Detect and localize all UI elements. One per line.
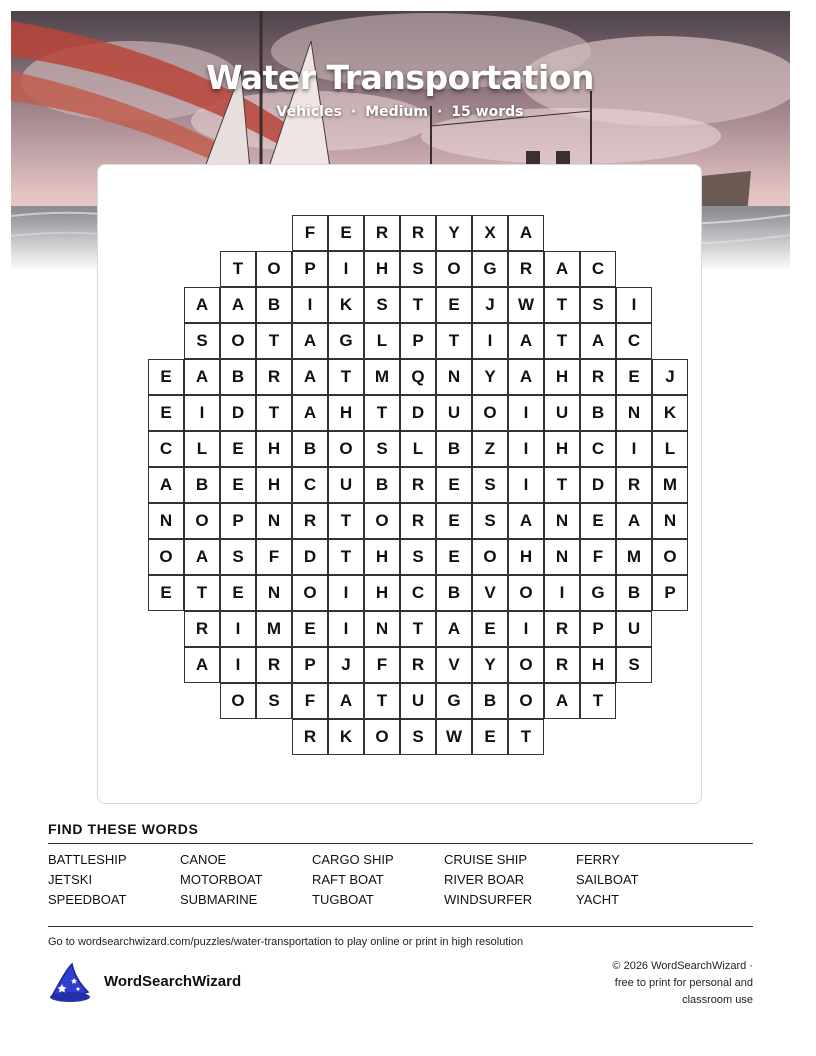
grid-cell: C bbox=[580, 251, 616, 287]
grid-cell: T bbox=[328, 359, 364, 395]
grid-cell: S bbox=[364, 431, 400, 467]
word-item: JETSKI bbox=[48, 872, 93, 887]
grid-cell: O bbox=[364, 719, 400, 755]
grid-cell: N bbox=[544, 503, 580, 539]
separator: · bbox=[350, 104, 357, 120]
grid-cell: A bbox=[292, 323, 328, 359]
grid-cell: E bbox=[616, 359, 652, 395]
grid-cell: S bbox=[580, 287, 616, 323]
grid-cell: G bbox=[580, 575, 616, 611]
brand-name: WordSearchWizard bbox=[104, 973, 242, 990]
grid-cell: A bbox=[508, 503, 544, 539]
word-count-label: 15 words bbox=[451, 104, 524, 120]
grid-cell: S bbox=[220, 539, 256, 575]
grid-cell: I bbox=[328, 251, 364, 287]
grid-cell: A bbox=[544, 683, 580, 719]
grid-cell: S bbox=[184, 323, 220, 359]
grid-cell: T bbox=[580, 683, 616, 719]
grid-cell: A bbox=[544, 251, 580, 287]
grid-cell: K bbox=[328, 719, 364, 755]
grid-cell: A bbox=[292, 359, 328, 395]
grid-cell: H bbox=[328, 395, 364, 431]
grid-cell: M bbox=[652, 467, 688, 503]
grid-cell: R bbox=[256, 359, 292, 395]
grid-cell: I bbox=[220, 647, 256, 683]
word-item: RAFT BOAT bbox=[312, 872, 384, 887]
grid-cell: J bbox=[472, 287, 508, 323]
grid-cell: R bbox=[400, 215, 436, 251]
grid-cell: O bbox=[472, 539, 508, 575]
copyright-notice bbox=[573, 958, 753, 1009]
grid-cell: E bbox=[148, 575, 184, 611]
grid-cell: X bbox=[472, 215, 508, 251]
grid-cell: O bbox=[364, 503, 400, 539]
grid-cell: O bbox=[508, 575, 544, 611]
grid-cell: Y bbox=[472, 359, 508, 395]
grid-cell: R bbox=[400, 503, 436, 539]
grid-cell: B bbox=[436, 431, 472, 467]
grid-cell: S bbox=[364, 287, 400, 323]
grid-cell: B bbox=[436, 575, 472, 611]
grid-cell: A bbox=[508, 323, 544, 359]
grid-cell: B bbox=[256, 287, 292, 323]
word-item: TUGBOAT bbox=[312, 892, 374, 907]
grid-cell: A bbox=[436, 611, 472, 647]
grid-cell: N bbox=[436, 359, 472, 395]
grid-cell: A bbox=[580, 323, 616, 359]
grid-cell: K bbox=[652, 395, 688, 431]
grid-cell: U bbox=[616, 611, 652, 647]
grid-cell: B bbox=[364, 467, 400, 503]
copyright-line: classroom use bbox=[682, 994, 753, 1006]
grid-cell: H bbox=[364, 575, 400, 611]
grid-cell: M bbox=[256, 611, 292, 647]
grid-cell: F bbox=[364, 647, 400, 683]
category-label: Vehicles bbox=[276, 104, 342, 120]
grid-cell: R bbox=[184, 611, 220, 647]
grid-cell: N bbox=[652, 503, 688, 539]
grid-cell: P bbox=[652, 575, 688, 611]
grid-cell: E bbox=[148, 359, 184, 395]
footer-link-text: Go to wordsearchwizard.com/puzzles/water-transportation to play online or print in high resolution bbox=[48, 936, 524, 948]
grid-cell: T bbox=[400, 287, 436, 323]
grid-cell: S bbox=[400, 539, 436, 575]
grid-cell: S bbox=[472, 467, 508, 503]
grid-cell: A bbox=[184, 287, 220, 323]
wizard-hat-icon bbox=[46, 962, 92, 1004]
grid-cell: L bbox=[652, 431, 688, 467]
grid-cell: L bbox=[364, 323, 400, 359]
divider bbox=[48, 843, 753, 844]
grid-cell: R bbox=[292, 719, 328, 755]
grid-cell: P bbox=[292, 647, 328, 683]
grid-cell: I bbox=[328, 611, 364, 647]
grid-cell: F bbox=[292, 683, 328, 719]
grid-cell: F bbox=[580, 539, 616, 575]
grid-cell: E bbox=[292, 611, 328, 647]
grid-cell: R bbox=[364, 215, 400, 251]
grid-cell: O bbox=[148, 539, 184, 575]
grid-cell: N bbox=[364, 611, 400, 647]
grid-cell: U bbox=[544, 395, 580, 431]
grid-cell: G bbox=[328, 323, 364, 359]
grid-cell: T bbox=[364, 395, 400, 431]
grid-cell: K bbox=[328, 287, 364, 323]
grid-cell: Z bbox=[472, 431, 508, 467]
grid-cell: F bbox=[292, 215, 328, 251]
word-item: CANOE bbox=[180, 852, 227, 867]
grid-cell: B bbox=[184, 467, 220, 503]
grid-cell: I bbox=[508, 467, 544, 503]
grid-cell: N bbox=[544, 539, 580, 575]
grid-cell: O bbox=[436, 251, 472, 287]
grid-cell: O bbox=[328, 431, 364, 467]
difficulty-label: Medium bbox=[365, 104, 428, 120]
grid-cell: R bbox=[400, 467, 436, 503]
grid-cell: R bbox=[508, 251, 544, 287]
separator: · bbox=[436, 104, 443, 120]
grid-cell: S bbox=[616, 647, 652, 683]
grid-cell: A bbox=[184, 539, 220, 575]
page-title: Water Transportation bbox=[206, 58, 594, 97]
grid-cell: O bbox=[508, 647, 544, 683]
grid-cell: H bbox=[544, 431, 580, 467]
grid-cell: O bbox=[508, 683, 544, 719]
grid-cell: H bbox=[256, 431, 292, 467]
grid-cell: T bbox=[544, 323, 580, 359]
puzzle-card bbox=[97, 164, 702, 804]
grid-cell: R bbox=[616, 467, 652, 503]
grid-cell: O bbox=[292, 575, 328, 611]
grid-cell: R bbox=[544, 647, 580, 683]
grid-cell: P bbox=[580, 611, 616, 647]
grid-cell: T bbox=[436, 323, 472, 359]
grid-cell: A bbox=[616, 503, 652, 539]
copyright-line: free to print for personal and bbox=[614, 977, 753, 989]
grid-cell: Q bbox=[400, 359, 436, 395]
word-item: FERRY bbox=[576, 852, 620, 867]
grid-cell: I bbox=[328, 575, 364, 611]
copyright-line: © 2026 WordSearchWizard · bbox=[612, 960, 753, 972]
grid-cell: C bbox=[148, 431, 184, 467]
grid-cell: P bbox=[400, 323, 436, 359]
grid-cell: O bbox=[256, 251, 292, 287]
grid-cell: M bbox=[616, 539, 652, 575]
grid-cell: I bbox=[508, 611, 544, 647]
word-item: YACHT bbox=[576, 892, 620, 907]
grid-cell: U bbox=[328, 467, 364, 503]
grid-cell: I bbox=[616, 287, 652, 323]
grid-cell: S bbox=[256, 683, 292, 719]
grid-cell: A bbox=[148, 467, 184, 503]
grid-cell: T bbox=[220, 251, 256, 287]
grid-cell: I bbox=[508, 395, 544, 431]
grid-cell: I bbox=[184, 395, 220, 431]
grid-cell: O bbox=[220, 683, 256, 719]
grid-cell: E bbox=[148, 395, 184, 431]
word-item: CARGO SHIP bbox=[312, 852, 394, 867]
grid-cell: P bbox=[292, 251, 328, 287]
grid-cell: R bbox=[292, 503, 328, 539]
grid-cell: A bbox=[292, 395, 328, 431]
grid-cell: C bbox=[292, 467, 328, 503]
grid-cell: N bbox=[616, 395, 652, 431]
grid-cell: W bbox=[508, 287, 544, 323]
grid-cell: G bbox=[472, 251, 508, 287]
grid-cell: M bbox=[364, 359, 400, 395]
grid-cell: T bbox=[184, 575, 220, 611]
grid-cell: O bbox=[652, 539, 688, 575]
grid-cell: B bbox=[220, 359, 256, 395]
grid-cell: R bbox=[256, 647, 292, 683]
grid-cell: H bbox=[508, 539, 544, 575]
grid-cell: T bbox=[256, 395, 292, 431]
grid-cell: C bbox=[616, 323, 652, 359]
grid-cell: E bbox=[436, 503, 472, 539]
grid-cell: T bbox=[400, 611, 436, 647]
grid-cell: W bbox=[436, 719, 472, 755]
grid-cell: I bbox=[292, 287, 328, 323]
puzzle-subtitle bbox=[0, 104, 800, 120]
grid-cell: L bbox=[184, 431, 220, 467]
grid-cell: T bbox=[544, 467, 580, 503]
grid-cell: B bbox=[472, 683, 508, 719]
grid-cell: A bbox=[508, 359, 544, 395]
grid-cell: V bbox=[472, 575, 508, 611]
grid-cell: I bbox=[508, 431, 544, 467]
grid-cell: U bbox=[436, 395, 472, 431]
grid-cell: Y bbox=[436, 215, 472, 251]
grid-cell: T bbox=[328, 539, 364, 575]
word-item: SPEEDBOAT bbox=[48, 892, 127, 907]
word-item: WINDSURFER bbox=[444, 892, 533, 907]
grid-cell: U bbox=[400, 683, 436, 719]
word-item: MOTORBOAT bbox=[180, 872, 263, 887]
grid-cell: E bbox=[580, 503, 616, 539]
grid-cell: B bbox=[292, 431, 328, 467]
grid-cell: S bbox=[400, 719, 436, 755]
grid-cell: A bbox=[508, 215, 544, 251]
grid-cell: I bbox=[544, 575, 580, 611]
grid-cell: O bbox=[472, 395, 508, 431]
grid-cell: R bbox=[580, 359, 616, 395]
grid-cell: J bbox=[328, 647, 364, 683]
grid-cell: E bbox=[436, 287, 472, 323]
grid-cell: R bbox=[544, 611, 580, 647]
divider bbox=[48, 926, 753, 927]
grid-cell: Y bbox=[472, 647, 508, 683]
grid-cell: H bbox=[364, 251, 400, 287]
grid-cell: R bbox=[400, 647, 436, 683]
grid-cell: T bbox=[256, 323, 292, 359]
grid-cell: I bbox=[616, 431, 652, 467]
grid-cell: E bbox=[436, 467, 472, 503]
grid-cell: N bbox=[148, 503, 184, 539]
word-item: RIVER BOAR bbox=[444, 872, 525, 887]
grid-cell: N bbox=[256, 575, 292, 611]
grid-cell: D bbox=[292, 539, 328, 575]
grid-cell: I bbox=[472, 323, 508, 359]
grid-cell: E bbox=[328, 215, 364, 251]
grid-cell: A bbox=[184, 647, 220, 683]
word-item: SAILBOAT bbox=[576, 872, 639, 887]
grid-cell: C bbox=[580, 431, 616, 467]
grid-cell: T bbox=[508, 719, 544, 755]
grid-cell: J bbox=[652, 359, 688, 395]
grid-cell: A bbox=[220, 287, 256, 323]
grid-cell: F bbox=[256, 539, 292, 575]
grid-cell: D bbox=[580, 467, 616, 503]
word-item: BATTLESHIP bbox=[48, 852, 127, 867]
grid-cell: A bbox=[184, 359, 220, 395]
grid-cell: S bbox=[472, 503, 508, 539]
grid-cell: E bbox=[220, 575, 256, 611]
grid-cell: B bbox=[580, 395, 616, 431]
grid-cell: V bbox=[436, 647, 472, 683]
grid-cell: H bbox=[364, 539, 400, 575]
grid-cell: A bbox=[328, 683, 364, 719]
grid-cell: E bbox=[472, 611, 508, 647]
grid-cell: D bbox=[220, 395, 256, 431]
grid-cell: E bbox=[436, 539, 472, 575]
grid-cell: O bbox=[220, 323, 256, 359]
grid-cell: G bbox=[436, 683, 472, 719]
grid-cell: I bbox=[220, 611, 256, 647]
grid-cell: H bbox=[580, 647, 616, 683]
word-item: CRUISE SHIP bbox=[444, 852, 528, 867]
grid-cell: P bbox=[220, 503, 256, 539]
grid-cell: E bbox=[220, 431, 256, 467]
grid-cell: D bbox=[400, 395, 436, 431]
grid-cell: C bbox=[400, 575, 436, 611]
grid-cell: E bbox=[220, 467, 256, 503]
word-item: SUBMARINE bbox=[180, 892, 258, 907]
grid-cell: S bbox=[400, 251, 436, 287]
grid-cell: O bbox=[184, 503, 220, 539]
grid-cell: T bbox=[328, 503, 364, 539]
grid-cell: H bbox=[544, 359, 580, 395]
grid-cell: L bbox=[400, 431, 436, 467]
grid-cell: H bbox=[256, 467, 292, 503]
grid-cell: T bbox=[544, 287, 580, 323]
grid-cell: N bbox=[256, 503, 292, 539]
grid-cell: B bbox=[616, 575, 652, 611]
words-heading: FIND THESE WORDS bbox=[48, 821, 199, 837]
grid-cell: E bbox=[472, 719, 508, 755]
grid-cell: T bbox=[364, 683, 400, 719]
